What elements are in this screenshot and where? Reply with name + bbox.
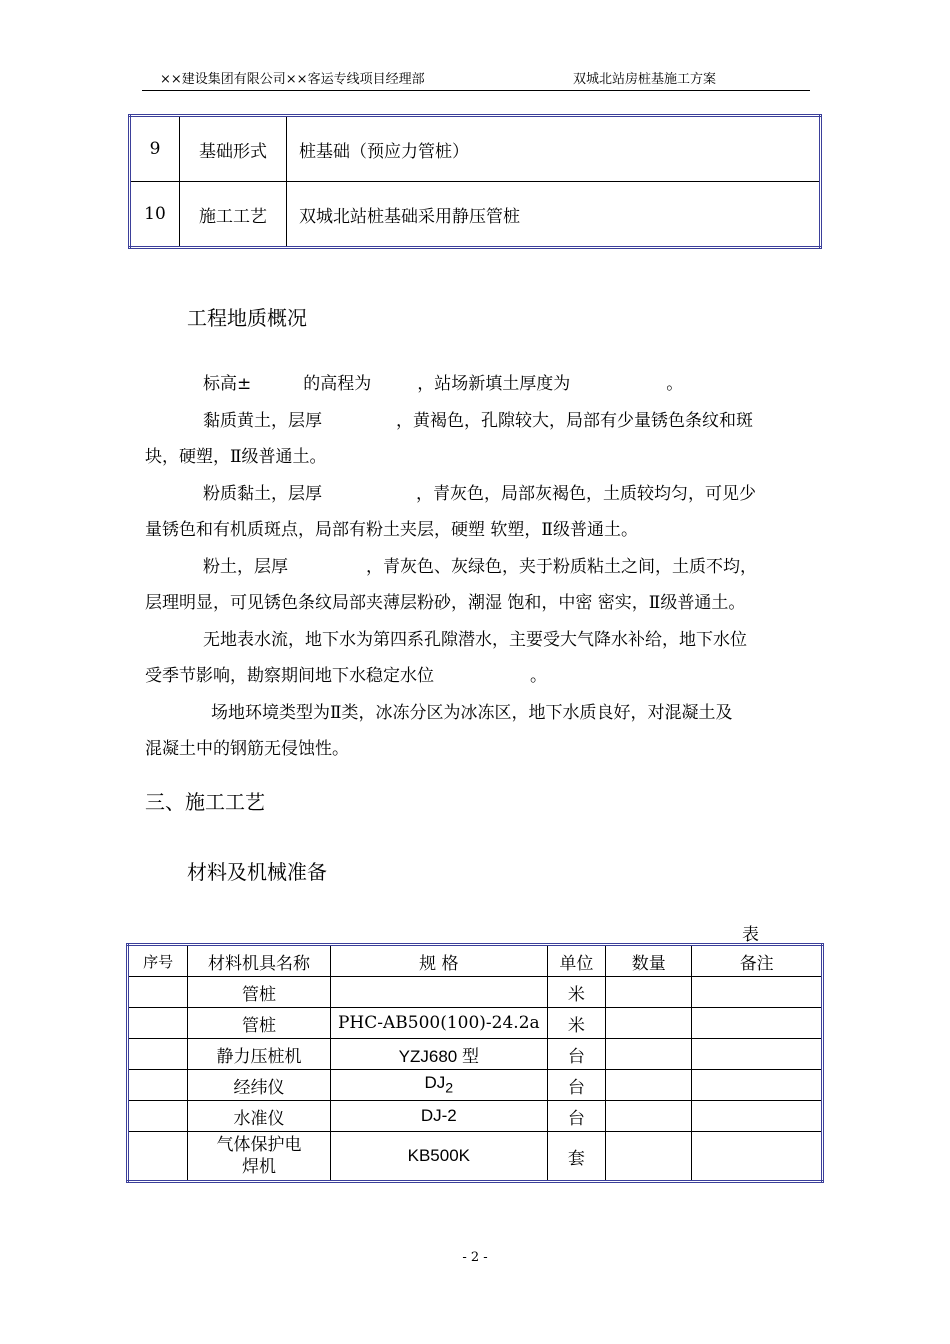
table-row bbox=[130, 116, 821, 182]
row-number: 9 bbox=[130, 116, 180, 182]
cell-qty bbox=[606, 1039, 692, 1070]
col-header-note: 备注 bbox=[692, 945, 823, 977]
table-row bbox=[128, 1070, 823, 1101]
cell-note bbox=[692, 1039, 823, 1070]
col-header-unit: 单位 bbox=[547, 945, 605, 977]
text-span: 粉土，层厚 bbox=[203, 556, 288, 577]
paragraph-silty-clay-cont: 量锈色和有机质斑点，局部有粉土夹层，硬塑 软塑，Ⅱ级普通土。 bbox=[145, 520, 638, 540]
cell-spec bbox=[330, 977, 547, 1008]
cell-name: 经纬仪 bbox=[188, 1070, 331, 1101]
cell-spec: DJ-2 bbox=[330, 1101, 547, 1132]
row-number: 10 bbox=[130, 182, 180, 248]
geology-text bbox=[145, 366, 811, 768]
geology-heading: 工程地质概况 bbox=[187, 306, 307, 330]
cell-num bbox=[128, 1008, 188, 1039]
table-caption: 表 bbox=[742, 925, 759, 945]
table-row bbox=[128, 1132, 823, 1182]
cell-name: 静力压桩机 bbox=[188, 1039, 331, 1070]
cell-note bbox=[692, 1008, 823, 1039]
paragraph-loess-cont: 块，硬塑，Ⅱ级普通土。 bbox=[145, 447, 327, 467]
cell-note bbox=[692, 977, 823, 1008]
col-header-num: 序号 bbox=[128, 945, 188, 977]
spec-text: DJ bbox=[424, 1073, 446, 1093]
project-overview-table bbox=[128, 114, 822, 249]
header-doc-title: 双城北站房桩基施工方案 bbox=[572, 72, 716, 87]
cell-unit: 米 bbox=[547, 977, 605, 1008]
paragraph-elevation bbox=[145, 366, 811, 403]
section-3-title: 三、施工工艺 bbox=[145, 790, 265, 814]
table-header-row bbox=[128, 945, 823, 977]
header-company: ××建设集团有限公司××客运专线项目经理部 bbox=[160, 72, 425, 87]
spec-subscript: 2 bbox=[445, 1080, 454, 1097]
table-row bbox=[128, 1101, 823, 1132]
text-span: 受季节影响，勘察期间地下水稳定水位 bbox=[145, 666, 434, 686]
row-value: 桩基础（预应力管桩） bbox=[287, 116, 821, 182]
name-line-2: 焊机 bbox=[242, 1157, 277, 1177]
col-header-name: 材料机具名称 bbox=[188, 945, 331, 977]
paragraph-groundwater: 无地表水流，地下水为第四系孔隙潜水，主要受大气降水补给，地下水位 bbox=[203, 629, 747, 650]
text-span: ，青灰色，局部灰褐色，土质较均匀，可见少 bbox=[416, 483, 756, 504]
paragraph-environment: 场地环境类型为Ⅱ类，冰冻分区为冰冻区，地下水质良好，对混凝土及 bbox=[211, 702, 733, 723]
cell-num bbox=[128, 1039, 188, 1070]
cell-name bbox=[188, 1132, 331, 1182]
cell-num bbox=[128, 1070, 188, 1101]
cell-spec: PHC-AB500(100)-24.2a bbox=[330, 1008, 547, 1039]
paragraph-silty-clay bbox=[145, 476, 811, 513]
table-row bbox=[128, 977, 823, 1008]
text-span: ，青灰色、灰绿色，夹于粉质粘土之间，土质不均， bbox=[366, 556, 757, 577]
cell-unit: 套 bbox=[547, 1132, 605, 1182]
text-span: 标高± bbox=[203, 374, 252, 394]
cell-num bbox=[128, 977, 188, 1008]
cell-unit: 台 bbox=[547, 1039, 605, 1070]
cell-spec bbox=[330, 1070, 547, 1101]
text-span: 。 bbox=[666, 374, 684, 394]
name-line-1: 气体保护电 bbox=[216, 1135, 302, 1155]
cell-name: 管桩 bbox=[188, 1008, 331, 1039]
row-item: 基础形式 bbox=[180, 116, 287, 182]
cell-note bbox=[692, 1132, 823, 1182]
cell-unit: 米 bbox=[547, 1008, 605, 1039]
cell-qty bbox=[606, 1070, 692, 1101]
cell-qty bbox=[606, 1008, 692, 1039]
cell-name: 水准仪 bbox=[188, 1101, 331, 1132]
text-span: ，黄褐色，孔隙较大，局部有少量锈色条纹和斑 bbox=[396, 410, 753, 431]
col-header-qty: 数量 bbox=[606, 945, 692, 977]
cell-name: 管桩 bbox=[188, 977, 331, 1008]
table-row bbox=[128, 1039, 823, 1070]
cell-num bbox=[128, 1101, 188, 1132]
page-number: - 2 - bbox=[462, 1250, 488, 1265]
row-item: 施工工艺 bbox=[180, 182, 287, 248]
paragraph-groundwater-cont bbox=[145, 658, 811, 695]
cell-note bbox=[692, 1070, 823, 1101]
cell-spec: YZJ680 型 bbox=[330, 1039, 547, 1070]
text-span: 黏质黄土，层厚 bbox=[203, 410, 322, 431]
text-span: 。 bbox=[530, 666, 547, 686]
page-header bbox=[142, 66, 810, 91]
cell-note bbox=[692, 1101, 823, 1132]
row-value: 双城北站桩基础采用静压管桩 bbox=[287, 182, 821, 248]
cell-qty bbox=[606, 1132, 692, 1182]
cell-qty bbox=[606, 977, 692, 1008]
paragraph-environment-cont: 混凝土中的钢筋无侵蚀性。 bbox=[145, 739, 349, 759]
table-row bbox=[130, 182, 821, 248]
cell-unit: 台 bbox=[547, 1101, 605, 1132]
paragraph-loess bbox=[145, 403, 811, 440]
text-span: ，站场新填土厚度为 bbox=[417, 374, 571, 394]
text-span: 的高程为 bbox=[303, 374, 372, 394]
col-header-spec: 规 格 bbox=[330, 945, 547, 977]
text-span: 粉质黏土，层厚 bbox=[203, 483, 322, 504]
table-row bbox=[128, 1008, 823, 1039]
materials-table bbox=[126, 943, 824, 1183]
cell-qty bbox=[606, 1101, 692, 1132]
materials-heading: 材料及机械准备 bbox=[187, 860, 327, 884]
cell-spec: KB500K bbox=[330, 1132, 547, 1182]
cell-num bbox=[128, 1132, 188, 1182]
cell-unit: 台 bbox=[547, 1070, 605, 1101]
paragraph-silt-cont: 层理明显，可见锈色条纹局部夹薄层粉砂，潮湿 饱和，中密 密实，Ⅱ级普通土。 bbox=[145, 593, 746, 613]
paragraph-silt bbox=[145, 549, 811, 586]
